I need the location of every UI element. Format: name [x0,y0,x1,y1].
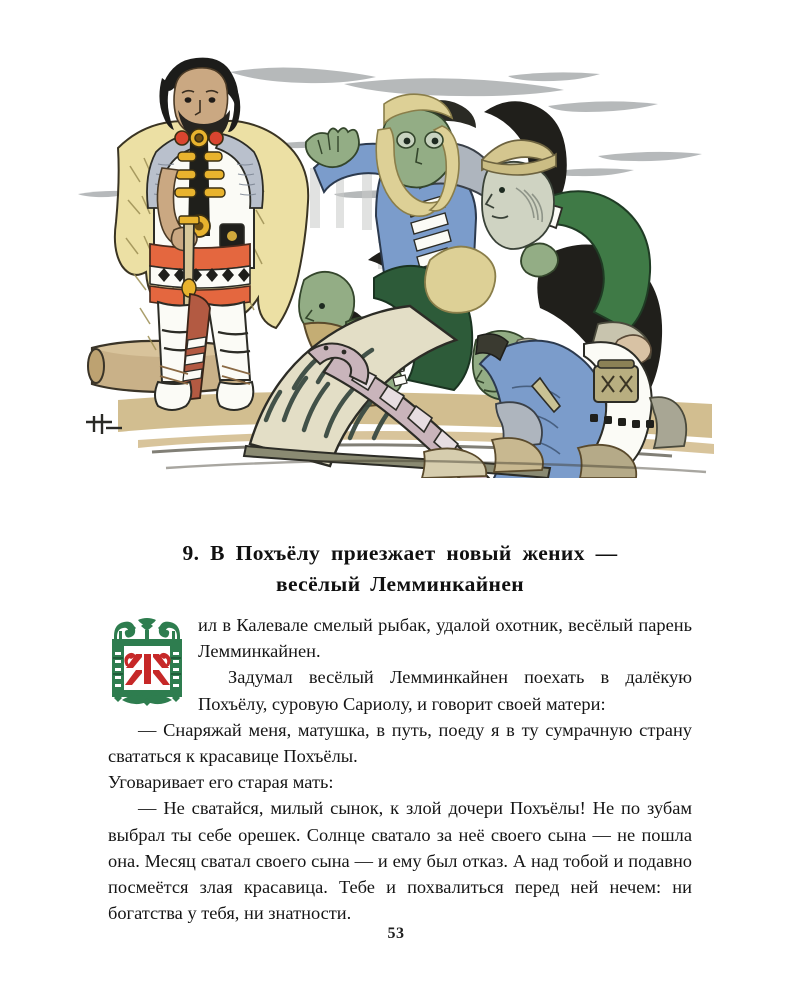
illustration-artwork [78,48,718,478]
ornamental-dropcap-zhe [108,614,186,710]
chapter-heading-line-2: весёлый Лемминкайнен [275,572,525,597]
dropcap-letter-zhe [124,653,170,685]
dropcap-artwork [108,614,186,710]
paragraph-5: — Не сватайся, милый сынок, к злой дочери Похъёлы! Не по зубам выбрал ты себе орешек. Солнце сватало за неё своего сына — не пошла она. Месяц сватал своего сына — и ему был отказ. А над тобой и подавно посмеётся злая красавица. Тебе и похвалиться перед ней нечем: ни богатства у тебя, ни знатности. [108,798,692,924]
paragraph-1: ил в Калевале смелый рыбак, удалой охотник, весёлый парень Лемминкайнен. [198,615,692,662]
paragraph-2: Задумал весёлый Лемминкайнен поехать в далёкую Похъёлу, суровую Сариолу, и говорит своей матери: [198,667,692,714]
paragraph-3: — Снаряжай меня, матушка, в путь, поеду я в ту сумрачную страну свататься к красавице Похъёлы. [108,719,692,767]
paragraph-4: Уговаривает его старая мать: [108,772,334,793]
chapter-heading-line-1: 9. В Похъёлу приезжает новый жених — [182,541,618,566]
chapter-heading [108,538,692,600]
page-number: 53 [387,925,405,942]
chapter-illustration [78,48,718,478]
body-text [108,612,692,926]
